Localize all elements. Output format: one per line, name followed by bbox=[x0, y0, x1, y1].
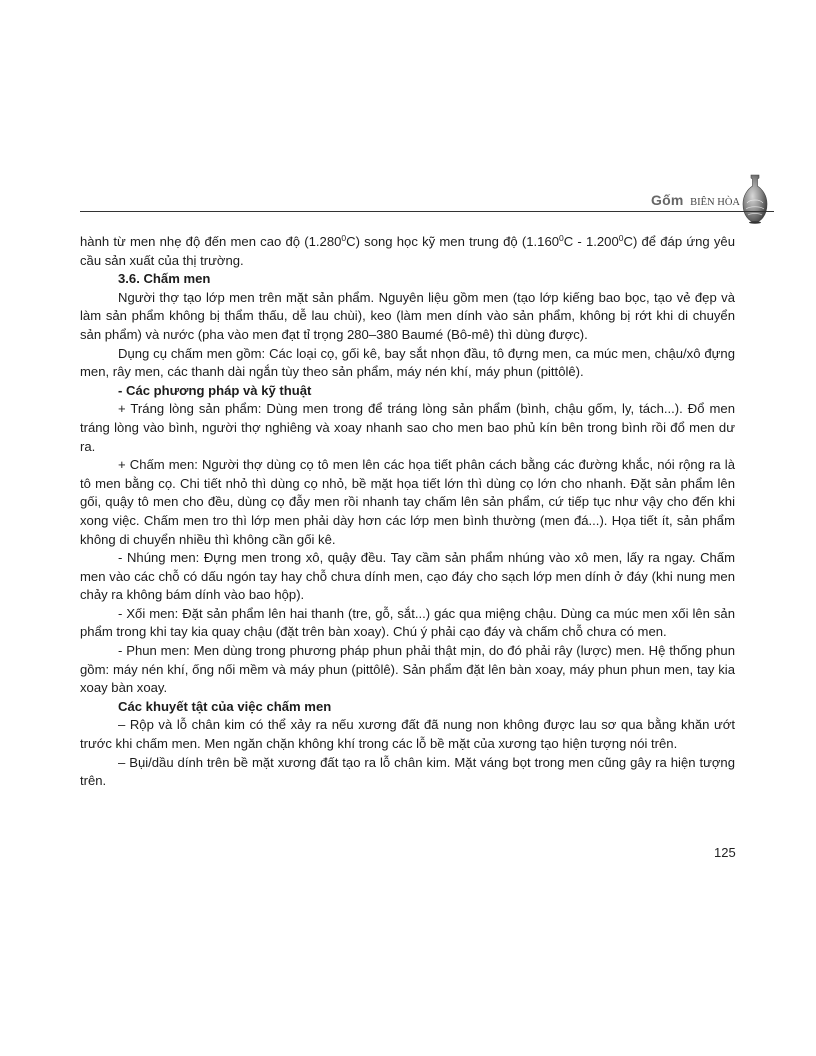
running-header bbox=[640, 192, 740, 212]
paragraph: – Bụi/dầu dính trên bề mặt xương đất tạo ra lỗ chân kim. Mặt váng bọt trong men cũng gây ra hiện tượng trên. bbox=[80, 754, 735, 789]
paragraph: – Rộp và lỗ chân kim có thể xảy ra nếu xương đất đã nung non không được lau sơ qua bằng khăn ướt trước khi chấm men. Men ngăn chặn không khí trong các lỗ bề mặt của xương tạo hiện tượng nói trên. bbox=[80, 717, 735, 752]
brand-title: Gốm bbox=[651, 192, 684, 208]
paragraph: + Chấm men: Người thợ dùng cọ tô men lên các họa tiết phân cách bằng các đường khắc, nói rộng ra là tô men bằng cọ. Chi tiết nhỏ thì dùng cọ nhỏ, bề mặt họa tiết lớn thì dùng cọ lớn cho nhanh. Đặt sản phẩm lên gối, quậy tô men cho đều, dùng cọ đẫy men rồi nhanh tay chấm lên sản phẩm, cứ tiếp tục như vậy cho đến khi xong việc. Chấm men tro thì lớp men phải dày hơn các lớp men bình thường (men đá...). Họa tiết ít, sản phẩm không di chuyển nhiều thì không cần gối kê. bbox=[80, 457, 735, 547]
vase-icon bbox=[741, 173, 769, 225]
body-text bbox=[80, 233, 735, 791]
paragraph: - Xối men: Đặt sản phẩm lên hai thanh (tre, gỗ, sắt...) gác qua miệng chậu. Dùng ca múc men xối lên sản phẩm trong khi tay kia quay chậu (đặt trên bàn xoay). Chú ý phải cạo đáy và chấm chỗ chưa có men. bbox=[80, 605, 735, 640]
subsection-heading: - Các phương pháp và kỹ thuật bbox=[118, 382, 312, 398]
paragraph: Dụng cụ chấm men gồm: Các loại cọ, gối kê, bay sắt nhọn đầu, tô đựng men, ca múc men, chậu/xô đựng men, rây men, các thanh dài ngắn tùy theo sản phẩm, máy nén khí, máy phun (pittôlê). bbox=[80, 345, 735, 380]
section-heading: 3.6. Chấm men bbox=[118, 271, 211, 287]
page-number: 125 bbox=[714, 845, 736, 860]
paragraph: hành từ men nhẹ độ đến men cao độ (1.280$^0$C) song học kỹ men trung độ (1.160$^0$C - 1.200$^0$C) để đáp ứng yêu cầu sản xuất của thị trường. bbox=[80, 233, 735, 268]
paragraph: - Nhúng men: Đựng men trong xô, quậy đều. Tay cầm sản phẩm nhúng vào xô men, lấy ra ngay. Chấm men vào các chỗ có dấu ngón tay hay chỗ chưa dính men, cạo đáy cho sạch lớp men dính ở đáy (khi nung men chảy ra không bám dính vào bao hộp). bbox=[80, 550, 735, 603]
paragraph: - Phun men: Men dùng trong phương pháp phun phải thật mịn, do đó phải rây (lược) men. Hệ thống phun gồm: máy nén khí, ống nối mềm và máy phun (pittôlê). Sản phẩm đặt lên bàn xoay, máy phun phun men, tay kia xoay bàn xoay. bbox=[80, 643, 735, 696]
paragraph: + Tráng lòng sản phẩm: Dùng men trong để tráng lòng sản phẩm (bình, chậu gốm, ly, tách...). Đổ men tráng lòng vào bình, người thợ nghiêng và xoay nhanh sao cho men bao phủ kín bên trong bình rồi đổ men dư ra. bbox=[80, 401, 735, 454]
subsection-heading: Các khuyết tật của việc chấm men bbox=[118, 698, 332, 714]
brand-subtitle: BIÊN HÒA bbox=[690, 197, 740, 208]
header-rule bbox=[80, 211, 774, 212]
paragraph: Người thợ tạo lớp men trên mặt sản phẩm. Nguyên liệu gồm men (tạo lớp kiếng bao bọc, tạo vẻ đẹp và làm sản phẩm không bị thẩm thấu, dễ lau chùi), keo (làm men dính vào sản phẩm, không bị rớt khi di chuyển sản phẩm) và nước (pha vào men đạt tỉ trọng 280–380 Baumé (Bô-mê) thì dùng được). bbox=[80, 289, 735, 342]
